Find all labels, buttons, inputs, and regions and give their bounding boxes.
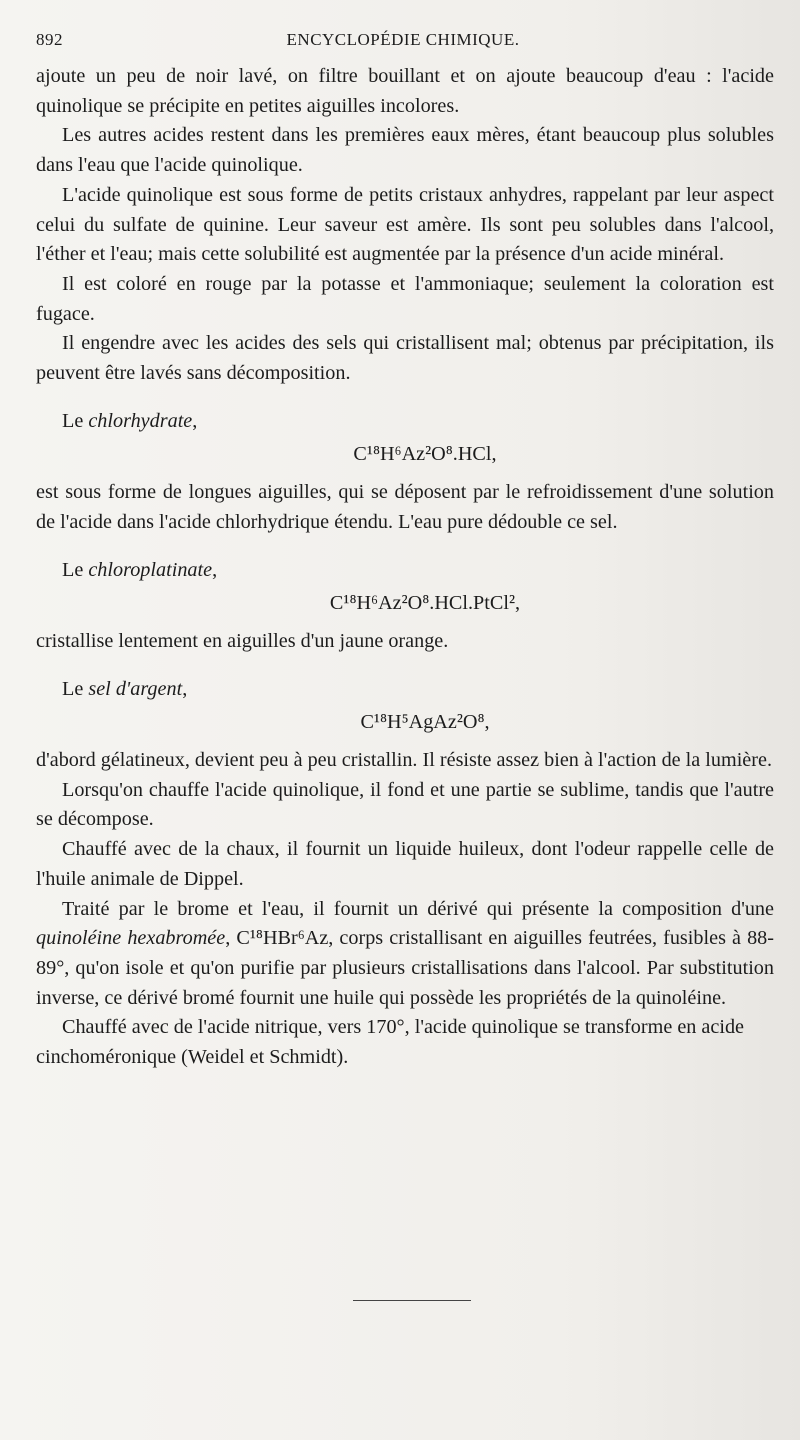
argent-name: sel d'argent (88, 677, 183, 700)
paragraph-continuation: ajoute un peu de noir lavé, on filtre bouillant et on ajoute beaucoup d'eau : l'acide quinolique se précipite en petites aiguilles incolores. (36, 65, 774, 117)
paragraph-mother-liquors: Les autres acides restent dans les premières eaux mères, étant beaucoup plus solubles dans l'eau que l'acide quinolique. (36, 124, 774, 177)
heading-article: Le (62, 558, 89, 581)
paragraph-heating: Lorsqu'on chauffe l'acide quinolique, il fond et une partie se sublime, tandis que l'autre se décompose. (36, 778, 774, 831)
body-text (36, 62, 774, 1073)
chlorhydrate-name: chlorhydrate (88, 409, 193, 432)
chlorhydrate-heading (36, 407, 774, 437)
argent-formula: C¹⁸H⁵AgAz²O⁸, (360, 711, 490, 734)
heading-comma: , (192, 409, 198, 432)
heading-comma: , (212, 558, 218, 581)
running-title: ENCYCLOPÉDIE CHIMIQUE. (286, 30, 520, 49)
chloroplatinate-formula: C¹⁸H⁶Az²O⁸.HCl.PtCl², (329, 592, 521, 615)
bromine-text-b: , C¹⁸HBr⁶Az, corps cristallisant en aiguilles feutrées, fusibles à 88-89°, qu'on isole et qu'on purifie par plusieurs cristallisations dans l'alcool. Par substitution inverse, ce dérivé bromé fournit une huile qui possède les propriétés de la quinoléine. (36, 927, 774, 1009)
heading-article: Le (62, 409, 89, 432)
paragraph-bromine (36, 895, 774, 1014)
chloroplatinate-name: chloroplatinate (88, 558, 213, 581)
page-header (36, 30, 770, 58)
chlorhydrate-formula: C¹⁸H⁶Az²O⁸.HCl, (353, 443, 497, 466)
paragraph-lime: Chauffé avec de la chaux, il fournit un liquide huileux, dont l'odeur rappelle celle de l'huile animale de Dippel. (36, 838, 774, 890)
chloroplatinate-text: cristallise lentement en aiguilles d'un jaune orange. (36, 629, 449, 652)
paragraph-salts: Il engendre avec les acides des sels qui cristallisent mal; obtenus par précipitation, ils peuvent être lavés sans décomposition. (36, 332, 774, 385)
bromine-text-a: Traité par le brome et l'eau, il fournit un dérivé qui présente la composition d'une (62, 897, 774, 920)
hexabromo-term: quinoléine hexabromée (36, 927, 226, 950)
section-end-rule (353, 1300, 471, 1301)
heading-comma: , (182, 677, 188, 700)
heading-article: Le (62, 677, 89, 700)
paragraph-description: L'acide quinolique est sous forme de petits cristaux anhydres, rappelant par leur aspect celui du sulfate de quinine. Leur saveur est amère. Ils sont peu solubles dans l'alcool, l'éther et l'eau; mais cette solubilité est augmentée par la présence d'un acide minéral. (36, 183, 774, 266)
argent-text: d'abord gélatineux, devient peu à peu cristallin. Il résiste assez bien à l'action de la lumière. (36, 749, 772, 772)
chloroplatinate-heading (36, 556, 774, 586)
argent-heading (36, 675, 774, 705)
paragraph-coloration: Il est coloré en rouge par la potasse et l'ammoniaque; seulement la coloration est fugace. (36, 272, 774, 325)
paragraph-nitric: Chauffé avec de l'acide nitrique, vers 170°, l'acide quinolique se transforme en acide cinchoméronique (Weidel et Schmidt). (36, 1016, 745, 1069)
page-number: 892 (36, 30, 63, 49)
chlorhydrate-text: est sous forme de longues aiguilles, qui se déposent par le refroidissement d'une solution de l'acide dans l'acide chlorhydrique étendu. L'eau pure dédouble ce sel. (36, 481, 774, 533)
